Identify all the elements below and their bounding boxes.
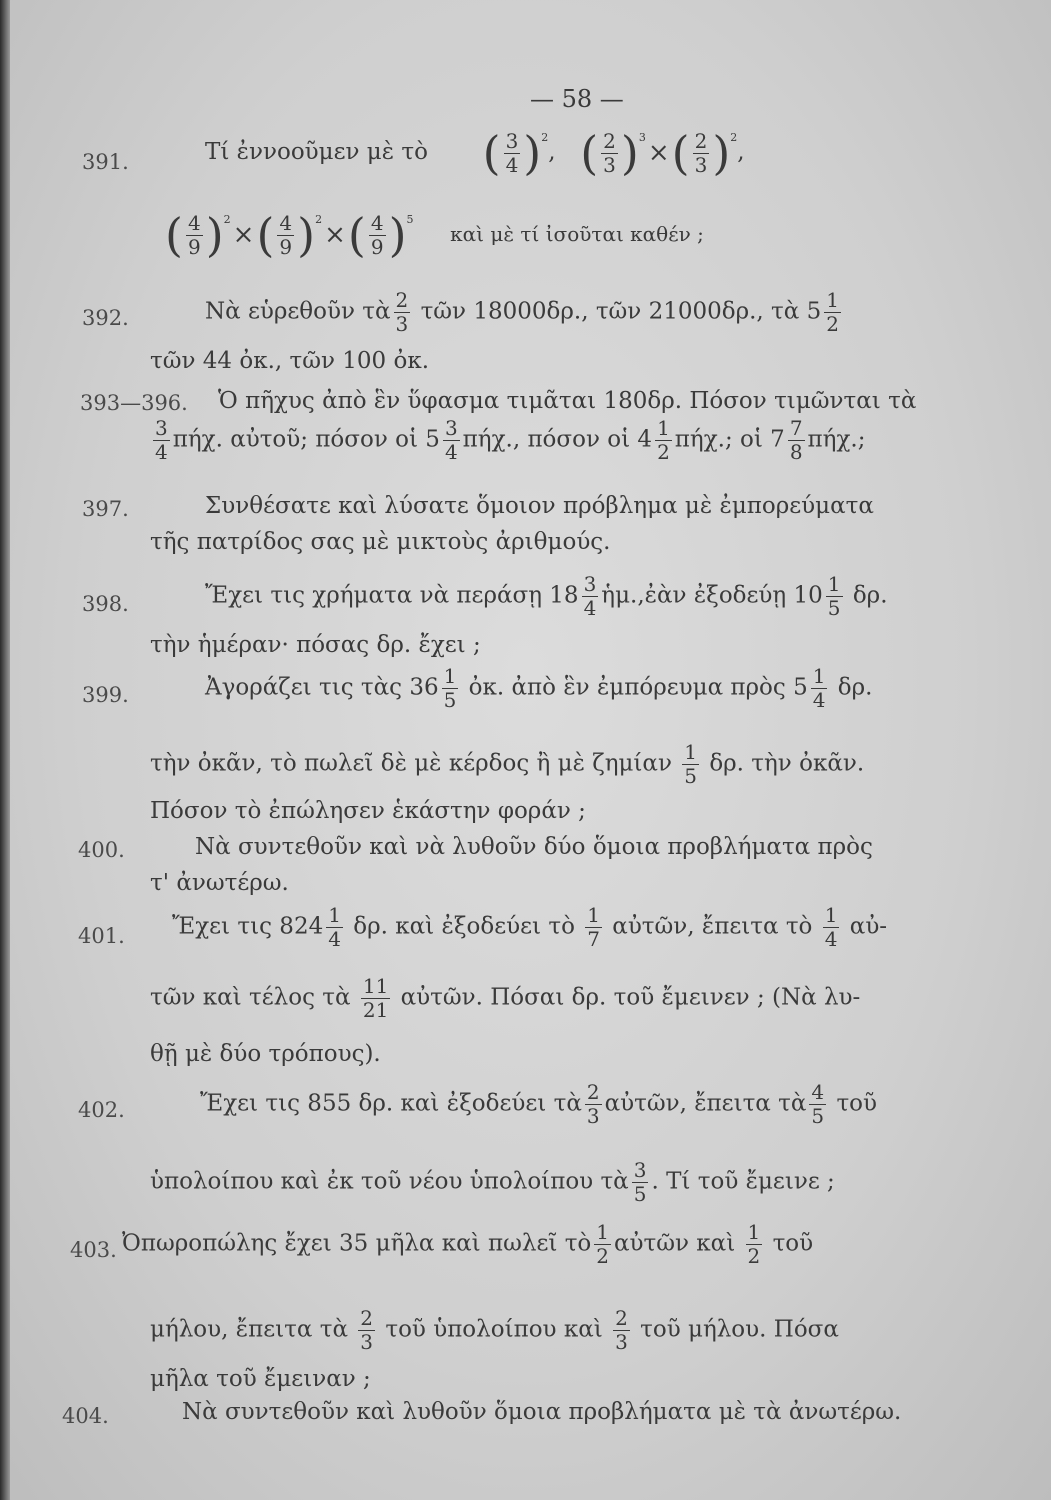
problem-number-400: 400. <box>78 838 125 862</box>
problem-399-line-1: Ἀγοράζει τις τὰς 36 $\frac{1}{5}$ ὀκ. ἀπὸ ἓν ἐμπόρευμα πρὸς 5 $\frac{1}{4}$ δρ. <box>205 664 873 712</box>
problem-number-404: 404. <box>62 1404 109 1428</box>
fraction: $\frac{1}{2}$ <box>596 1220 609 1268</box>
problem-391-line-2: ( $\frac{4}{9}$ )$^2$×( $\frac{4}{9}$ )$^2$×( $\frac{4}{9}$ )$^5$ καὶ μὲ τί ἰσοῦται καθέν ; <box>165 208 704 262</box>
problem-400-line-2: τ' ἀνωτέρω. <box>150 870 289 896</box>
times-symbol: × <box>647 138 670 168</box>
problem-397-line-2: τῆς πατρίδος σας μὲ μικτοὺς ἀριθμούς. <box>150 529 611 555</box>
fraction: $\frac{2}{3}$ <box>615 1306 628 1354</box>
problem-number-392: 392. <box>82 306 129 330</box>
fraction: $\frac{3}{4}$ <box>155 416 168 464</box>
problem-399-line-3: Πόσον τὸ ἐπώλησεν ἑκάστην φοράν ; <box>150 798 586 824</box>
fraction: $\frac{7}{8}$ <box>789 416 803 464</box>
problem-400-line-1: Νὰ συντεθοῦν καὶ νὰ λυθοῦν δύο ὅμοια προβλήματα πρὸς <box>195 834 873 860</box>
fraction: $\frac{3}{5}$ <box>633 1158 647 1206</box>
problem-391-text: Τί ἐννοοῦμεν μὲ τὸ <box>205 139 428 165</box>
fraction: $\frac{2}{3}$ <box>603 128 616 177</box>
fraction: $\frac{2}{3}$ <box>694 128 708 177</box>
problem-403-line-1: Ὀπωροπώλης ἔχει 35 μῆλα καὶ πωλεῖ τὸ $\frac{1}{2}$ αὐτῶν καὶ $\frac{1}{2}$ τοῦ <box>122 1220 814 1268</box>
problem-398-line-1: Ἔχει τις χρήματα νὰ περάσῃ 18 $\frac{3}{4}$ ἡμ.,ἐὰν ἐξοδεύῃ 10 $\frac{1}{5}$ δρ. <box>205 572 888 620</box>
fraction: $\frac{1}{5}$ <box>827 572 841 620</box>
fraction: $\frac{3}{4}$ <box>444 416 458 464</box>
problem-number-393-396: 393—396. <box>80 391 188 415</box>
problem-number-403: 403. <box>70 1238 117 1262</box>
fraction: $\frac{4}{9}$ <box>370 210 384 259</box>
problem-403-line-3: μῆλα τοῦ ἔμειναν ; <box>150 1366 371 1392</box>
fraction: $\frac{2}{3}$ <box>586 1080 600 1128</box>
fraction: $\frac{1}{4}$ <box>812 664 826 712</box>
fraction: $\frac{1}{5}$ <box>684 740 697 788</box>
problem-402-line-2: ὑπολοίπου καὶ ἐκ τοῦ νέου ὑπολοίπου τὰ $\frac{3}{5}$ . Τί τοῦ ἔμεινε ; <box>150 1158 835 1206</box>
page-edge-shadow <box>0 0 10 1500</box>
problem-401-line-2: τῶν καὶ τέλος τὰ $\frac{11}{21}$ αὐτῶν. Πόσαι δρ. τοῦ ἔμεινεν ; (Νὰ λυ- <box>150 974 861 1022</box>
fraction: $\frac{1}{2}$ <box>826 288 839 336</box>
problem-392-line-1: Νὰ εὑρεθοῦν τὰ $\frac{2}{3}$ τῶν 18000δρ., τῶν 21000δρ., τὰ 5 $\frac{1}{2}$ <box>205 288 839 336</box>
fraction: $\frac{1}{2}$ <box>657 416 670 464</box>
problem-402-line-1: Ἔχει τις 855 δρ. καὶ ἐξοδεύει τὰ $\frac{2}{3}$ αὐτῶν, ἔπειτα τὰ $\frac{4}{5}$ τοῦ <box>200 1080 878 1128</box>
fraction: $\frac{1}{7}$ <box>587 903 600 951</box>
problem-number-391: 391. <box>82 150 129 174</box>
problem-number-398: 398. <box>82 592 129 616</box>
problem-391-line-1: Τί ἐννοοῦμεν μὲ τὸ ( $\frac{3}{4}$ )$^2$, ( $\frac{2}{3}$ )$^3$×( $\frac{2}{3}$ )$^2$, <box>205 126 745 180</box>
fraction: $\frac{3}{4}$ <box>505 128 519 177</box>
fraction: $\frac{4}{9}$ <box>187 210 201 259</box>
fraction: $\frac{11}{21}$ <box>362 974 389 1022</box>
fraction: $\frac{1}{5}$ <box>443 664 457 712</box>
problem-401-line-3: θῇ μὲ δύο τρόπους). <box>150 1041 381 1067</box>
problem-number-397: 397. <box>82 497 129 521</box>
fraction: $\frac{2}{3}$ <box>395 288 409 336</box>
problem-397-line-1: Συνθέσατε καὶ λύσατε ὅμοιον πρόβλημα μὲ ἐμπορεύματα <box>205 493 874 519</box>
problem-401-line-1: Ἔχει τις 824 $\frac{1}{4}$ δρ. καὶ ἐξοδεύει τὸ $\frac{1}{7}$ αὐτῶν, ἔπειτα τὸ $\frac{1}{4}$ αὐ- <box>172 903 888 951</box>
problem-number-399: 399. <box>82 683 129 707</box>
fraction: $\frac{4}{9}$ <box>279 210 293 259</box>
page-number: — 58 — <box>530 85 624 113</box>
fraction: $\frac{1}{2}$ <box>747 1220 761 1268</box>
problem-number-402: 402. <box>78 1098 125 1122</box>
problem-number-401: 401. <box>78 924 125 948</box>
fraction: $\frac{1}{4}$ <box>824 903 838 951</box>
problem-393-line-2: $\frac{3}{4}$ πήχ. αὐτοῦ; πόσον οἱ 5 $\frac{3}{4}$ πήχ., πόσον οἱ 4 $\frac{1}{2}$ πήχ.; οἱ 7 $\frac{7}{8}$ πήχ.; <box>155 416 866 464</box>
problem-398-line-2: τὴν ἡμέραν· πόσας δρ. ἔχει ; <box>150 632 481 658</box>
problem-393-line-1: Ὁ πῆχυς ἀπὸ ἓν ὕφασμα τιμᾶται 180δρ. Πόσον τιμῶνται τὰ <box>218 388 917 414</box>
problem-404-line-1: Νὰ συντεθοῦν καὶ λυθοῦν ὅμοια προβλήματα μὲ τὰ ἀνωτέρω. <box>182 1399 902 1425</box>
fraction: $\frac{4}{5}$ <box>811 1080 825 1128</box>
fraction: $\frac{1}{4}$ <box>328 903 341 951</box>
problem-399-line-2: τὴν ὀκᾶν, τὸ πωλεῖ δὲ μὲ κέρδος ἢ μὲ ζημίαν $\frac{1}{5}$ δρ. τὴν ὀκᾶν. <box>150 740 865 788</box>
problem-392-line-2: τῶν 44 ὀκ., τῶν 100 ὀκ. <box>150 348 430 374</box>
problem-403-line-2: μήλου, ἔπειτα τὰ $\frac{2}{3}$ τοῦ ὑπολοίπου καὶ $\frac{2}{3}$ τοῦ μήλου. Πόσα <box>150 1306 839 1354</box>
fraction: $\frac{3}{4}$ <box>583 572 597 620</box>
fraction: $\frac{2}{3}$ <box>360 1306 374 1354</box>
